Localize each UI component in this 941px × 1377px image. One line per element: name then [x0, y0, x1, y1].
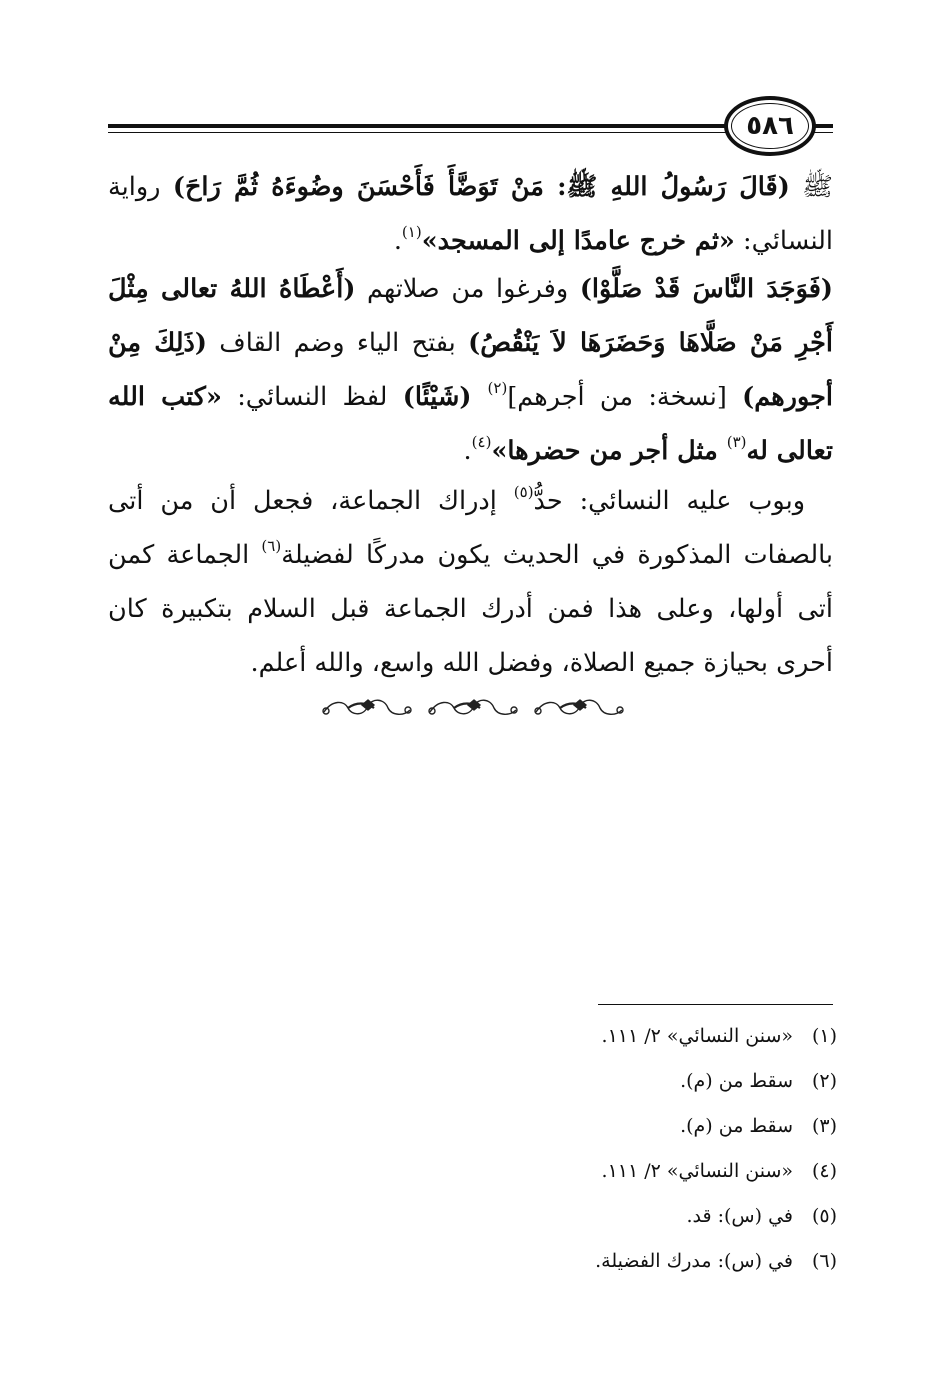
- hadith-quote: (أَعْطَاهُ اللهُ تعالى مِثْلَ أَجْرِ مَنْ صَلَّاهَا وَحَضَرَهَا لاَ يَنْقُصُ): [108, 274, 833, 358]
- footnote-number: (٢): [811, 1070, 837, 1092]
- text-span: لفظ النسائي:: [221, 382, 403, 412]
- text-span: .: [393, 226, 402, 256]
- nasai-quote: مثل أجر من حضرها»: [491, 436, 727, 466]
- footnote-item: [337, 1149, 837, 1194]
- salutation-icon: ﷺ: [789, 172, 833, 202]
- footnote-ref-3[interactable]: (٣): [726, 433, 747, 451]
- footnote-ref-1[interactable]: (١): [401, 223, 422, 241]
- hadith-quote: (ذَلِكَ مِنْ أجورهم): [108, 328, 833, 412]
- footnote-item: [337, 1059, 837, 1104]
- page-number-badge: [724, 96, 816, 156]
- footnote-ref-2[interactable]: (٢): [487, 379, 508, 397]
- footnote-ref-4[interactable]: (٤): [471, 433, 492, 451]
- footnote-number: (٦): [811, 1250, 837, 1272]
- text-span: الجماعة كمن أتى أولها، وعلى هذا فمن أدرك الجماعة قبل السلام بتكبيرة كان أحرى بحيازة جميع الصلاة، وفضل الله واسع، والله أعلم.: [108, 540, 833, 678]
- footnote-text: سقط من (م).: [680, 1070, 793, 1092]
- text-span: إدراك الجماعة، فجعل أن من أتى بالصفات المذكورة في الحديث يكون مدركًا لفضيلة: [108, 486, 833, 570]
- text-span: وفرغوا من صلاتهم: [355, 274, 580, 304]
- footnote-number: (٥): [811, 1205, 837, 1227]
- text-span: بفتح الياء وضم القاف: [206, 328, 469, 358]
- text-span: رواية النسائي:: [108, 172, 833, 256]
- paragraph-3: [108, 474, 833, 690]
- footnote-text: في (س): مدرك الفضيلة.: [595, 1250, 793, 1272]
- text-span: [نسخة: من أجرهم]: [507, 382, 743, 412]
- footnote-text: سقط من (م).: [680, 1115, 793, 1137]
- footnote-item: [337, 1104, 837, 1149]
- footnote-text: «سنن النسائي» ٢/ ١١١.: [601, 1025, 793, 1047]
- hadith-quote: (قَالَ رَسُولُ اللهِ ﷺ: مَنْ تَوَضَّأَ فَأَحْسَنَ وضُوءَهُ ثُمَّ رَاحَ): [172, 172, 790, 202]
- section-divider-ornament-icon: [318, 692, 628, 724]
- footnotes-list: [337, 1014, 837, 1284]
- footnote-number: (١): [811, 1025, 837, 1047]
- nasai-quote: «ثم خرج عامدًا إلى المسجد»: [421, 226, 735, 256]
- footnote-item: [337, 1194, 837, 1239]
- hadith-quote: (فَوَجَدَ النَّاسَ قَدْ صَلَّوْا): [579, 274, 833, 304]
- footnote-item: [337, 1014, 837, 1059]
- paragraph-1: [108, 160, 833, 268]
- footnote-item: [337, 1239, 837, 1284]
- footnote-text: «سنن النسائي» ٢/ ١١١.: [601, 1160, 793, 1182]
- footnote-ref-5[interactable]: (٥): [513, 483, 534, 501]
- text-span: وبوب عليه النسائي: حدُّ: [533, 486, 806, 516]
- hadith-quote: (شَيْئًا): [402, 382, 488, 412]
- nasai-quote: «كتب الله تعالى له: [108, 382, 833, 466]
- footnote-number: (٤): [811, 1160, 837, 1182]
- page-number: ٥٨٦: [746, 111, 794, 141]
- footnote-number: (٣): [811, 1115, 837, 1137]
- footnote-ref-6[interactable]: (٦): [261, 537, 282, 555]
- footnote-text: في (س): قد.: [686, 1205, 793, 1227]
- paragraph-2: [108, 262, 833, 478]
- text-span: .: [463, 436, 472, 466]
- footnote-separator: [598, 1004, 833, 1005]
